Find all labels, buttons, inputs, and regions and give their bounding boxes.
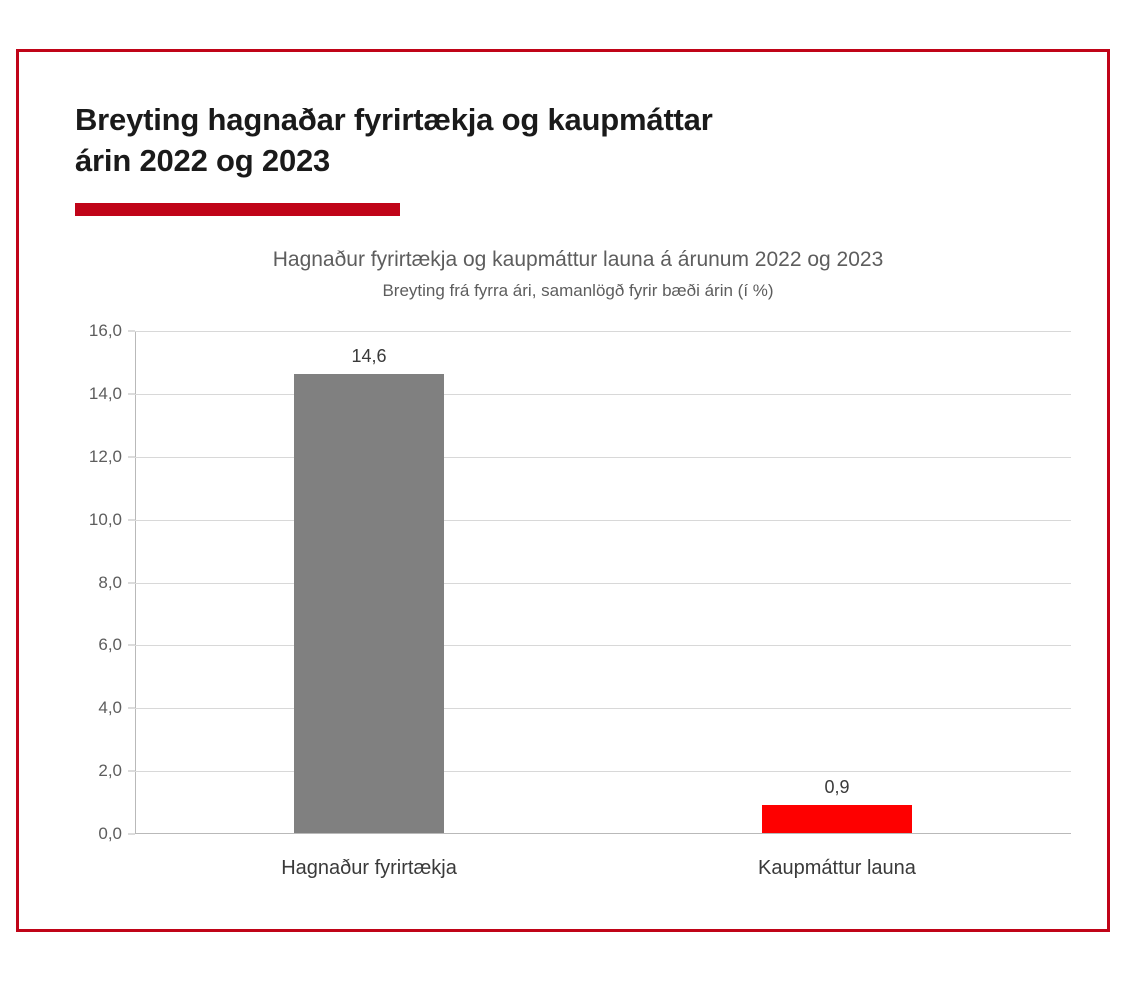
slide-frame <box>16 49 1110 932</box>
bar-value-label: 0,9 <box>824 776 850 797</box>
bar-value-label: 14,6 <box>351 346 387 367</box>
plot-canvas <box>88 321 1071 879</box>
y-axis-tick-label: 0,0 <box>98 824 122 843</box>
page-title <box>75 99 1025 181</box>
y-axis-tick <box>128 771 135 772</box>
y-axis-tick <box>128 456 135 457</box>
y-axis-tick <box>128 393 135 394</box>
page-title-line-1: Breyting hagnaðar fyrirtækja og kaupmáttar <box>75 102 713 137</box>
y-axis-tick-label: 14,0 <box>88 383 122 403</box>
gridline <box>135 457 1071 458</box>
y-axis-tick <box>128 519 135 520</box>
gridline <box>135 394 1071 395</box>
bar <box>281 346 457 879</box>
y-axis-tick <box>128 834 135 835</box>
gridline <box>135 331 1071 332</box>
x-axis-category-label: Hagnaður fyrirtækja <box>281 857 457 879</box>
x-axis-category-label: Kaupmáttur launa <box>758 857 916 879</box>
y-axis-tick-label: 8,0 <box>98 572 122 592</box>
x-axis-line <box>135 833 1071 834</box>
gridline <box>135 583 1071 584</box>
plot-area <box>19 319 1107 879</box>
y-axis-tick-label: 6,0 <box>98 635 122 655</box>
y-axis-tick-label: 4,0 <box>98 698 122 718</box>
gridline <box>135 645 1071 646</box>
chart-subtitle: Breyting frá fyrra ári, samanlögð fyrir bæði árin (í %) <box>382 281 774 300</box>
y-axis-tick <box>128 582 135 583</box>
chart-title: Hagnaður fyrirtækja og kaupmáttur launa á árunum 2022 og 2023 <box>272 248 884 271</box>
y-axis-tick-label: 12,0 <box>88 446 122 466</box>
bar <box>758 776 916 879</box>
y-axis-tick-label: 10,0 <box>88 509 122 529</box>
y-axis-tick <box>128 645 135 646</box>
y-axis-tick-label: 16,0 <box>88 321 122 340</box>
y-axis-tick <box>128 708 135 709</box>
gridline <box>135 708 1071 709</box>
y-axis-tick-label: 2,0 <box>98 761 122 781</box>
gridline <box>135 520 1071 521</box>
gridline <box>135 771 1071 772</box>
title-underline-rule <box>75 203 400 216</box>
page-title-line-2: árin 2022 og 2023 <box>75 143 331 179</box>
y-axis-tick <box>128 331 135 332</box>
chart-container <box>19 248 1107 879</box>
